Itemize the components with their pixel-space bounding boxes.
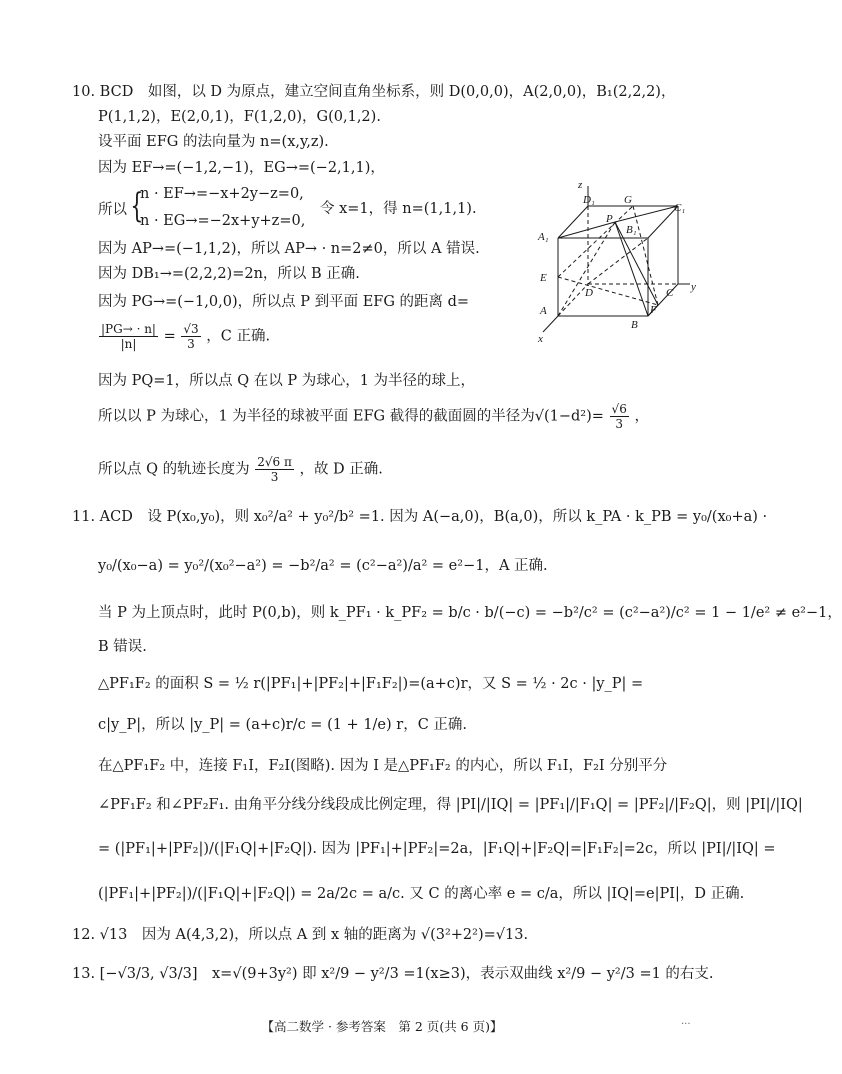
label-d: D [585,287,593,299]
trajectory-fraction [255,455,294,484]
q11-line-7: 在△PF₁F₂ 中，连接 F₁I，F₂I(图略). 因为 I 是△PF₁F₂ 的内心，所以 F₁I，F₂I 分别平分 [98,758,668,774]
distance-conclusion: ，C 正确. [206,328,271,345]
q11-line-2: y₀/(x₀−a) = y₀²/(x₀²−a²) = −b²/a² = (c²−a²)/a² = e²−1，A 正确. [98,558,548,574]
label-e: E [540,272,547,284]
distance-equals: = [163,328,176,345]
label-b1: B₁ [626,224,637,236]
q10-system-eq1: n · EF→=−x+2y−z=0, [140,186,304,202]
q10-line-2: P(1,1,2)，E(2,0,1)，F(1,2,0)，G(0,1,2). [98,109,381,125]
label-p: P [606,213,613,225]
q10-line-10: 因为 PQ=1，所以点 Q 在以 P 为球心，1 为半径的球上， [98,373,476,389]
q12-line-1: 12. √13 因为 A(4,3,2)，所以点 A 到 x 轴的距离为 √(3²+2²)=√13. [72,927,529,943]
q11-line-1: 11. ACD 设 P(x₀,y₀)，则 x₀²/a² + y₀²/b² =1. 因为 A(−a,0)，B(a,0)，所以 k_PA · k_PB = y₀/(x₀+a) · [72,509,768,525]
distance-denominator: |n| [120,337,137,351]
label-c: C [666,287,674,299]
q10-line-1: 10. BCD 如图，以 D 为原点，建立空间直角坐标系，则 D(0,0,0)，A(2,0,0)，B₁(2,2,2)， [72,84,676,100]
q13-line-1: 13. [−√3/3, √3/3] x=√(9+3y²) 即 x²/9 − y²/3 =1(x≥3)，表示双曲线 x²/9 − y²/3 =1 的右支. [72,966,714,982]
q11-line-9: = (|PF₁|+|PF₂|)/(|F₁Q|+|F₂Q|). 因为 |PF₁|+|PF₂|=2a，|F₁Q|+|F₂Q|=|F₁F₂|=2c，所以 |PI|/|IQ| = [98,841,776,857]
footer-dots: ... [681,1016,691,1027]
label-z: z [578,179,583,191]
q10-line-9 [98,322,270,351]
label-g: G [624,194,632,206]
q10-system-prefix: 所以 [98,202,127,218]
trajectory-text: 所以点 Q 的轨迹长度为 [98,461,250,478]
label-b: B [631,319,638,331]
distance-numerator: |PG→ · n| [101,322,156,336]
q11-line-6: c|y_P|，所以 |y_P| = (a+c)r/c = (1 + 1/e) r，C 正确. [98,717,468,733]
q10-line-11 [98,402,649,431]
trajectory-denominator: 3 [270,470,279,484]
label-a: A [540,305,547,317]
left-brace-icon: { [130,186,144,226]
distance-value-denominator: 3 [187,337,195,351]
q10-system-result: 令 x=1，得 n=(1,1,1). [320,201,477,217]
q11-line-3: 当 P 为上顶点时，此时 P(0,b)，则 k_PF₁ · k_PF₂ = b/c · b/(−c) = −b²/c² = (c²−a²)/c² = 1 − 1/e² ≠ e²−1， [98,605,842,621]
q10-system-eq2: n · EG→=−2x+y+z=0, [140,213,306,229]
distance-value [181,322,200,351]
label-x: x [538,333,543,345]
q11-line-5: △PF₁F₂ 的面积 S = ½ r(|PF₁|+|PF₂|+|F₁F₂|)=(a+c)r，又 S = ½ · 2c · |y_P| = [98,676,644,692]
q10-line-6: 因为 AP→=(−1,1,2)，所以 AP→ · n=2≠0，所以 A 错误. [98,241,480,257]
q10-line-4: 因为 EF→=(−1,2,−1)，EG→=(−2,1,1)， [98,160,385,176]
radius-tail: ， [634,408,649,425]
page-footer: 【高二数学 · 参考答案 第 2 页(共 6 页)】 [261,1019,503,1034]
distance-fraction [99,322,158,351]
distance-value-numerator: √3 [183,322,199,336]
label-f: F [650,304,657,316]
label-c1: C₁ [674,202,686,214]
q10-line-7: 因为 DB₁→=(2,2,2)=2n，所以 B 正确. [98,266,360,282]
label-a1: A₁ [538,231,549,243]
radius-denominator: 3 [615,417,623,431]
cube-figure [528,178,718,348]
q11-line-4: B 错误. [98,639,147,655]
q10-line-12 [98,455,383,484]
label-y: y [691,281,696,293]
label-d1: D₁ [583,194,595,206]
q11-line-10: (|PF₁|+|PF₂|)/(|F₁Q|+|F₂Q|) = 2a/2c = a/c. 又 C 的离心率 e = c/a，所以 |IQ|=e|PI|，D 正确. [98,886,745,902]
trajectory-tail: ，故 D 正确. [299,461,383,478]
radius-fraction [610,402,629,431]
trajectory-numerator: 2√6 π [257,455,292,469]
q11-line-8: ∠PF₁F₂ 和∠PF₂F₁. 由角平分线分线段成比例定理，得 |PI|/|IQ| = |PF₁|/|F₁Q| = |PF₂|/|F₂Q|，则 |PI|/|IQ| [98,797,803,813]
radius-numerator: √6 [611,402,627,416]
q10-line-8: 因为 PG→=(−1,0,0)，所以点 P 到平面 EFG 的距离 d= [98,294,470,310]
radius-text: 所以以 P 为球心，1 为半径的球被平面 EFG 截得的截面圆的半径为√(1−d²)= [98,408,604,425]
q10-line-3: 设平面 EFG 的法向量为 n=(x,y,z). [98,134,329,150]
